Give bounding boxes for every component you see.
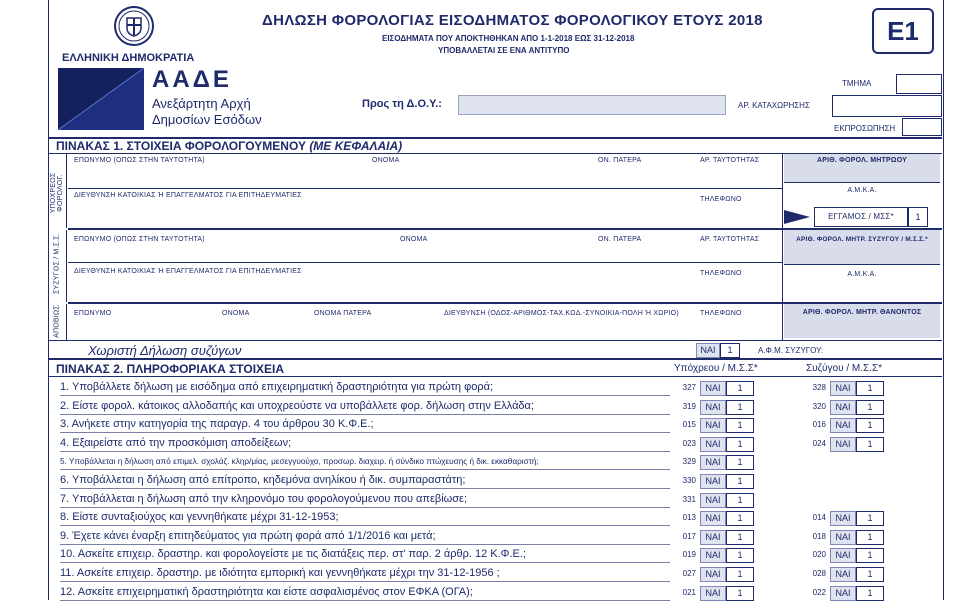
table1-title — [56, 139, 402, 153]
form-code-box — [872, 8, 934, 54]
spouse-code: 020 — [812, 550, 826, 559]
right-col-divider-3 — [782, 304, 783, 340]
spouse-value-box[interactable]: 1 — [856, 586, 884, 601]
married-arrow-icon — [784, 208, 812, 226]
spouse-code: 022 — [812, 588, 826, 597]
question-text: 9. Έχετε κάνει έναρξη επιτηδεύματος για πρώτη φορά από 1/1/2016 και μετά; — [60, 530, 436, 542]
spouse-value-box[interactable]: 1 — [856, 548, 884, 563]
obligor-value-box[interactable]: 1 — [726, 511, 754, 526]
table2-title: ΠΙΝΑΚΑΣ 2. ΠΛΗΡΟΦΟΡΙΑΚΑ ΣΤΟΙΧΕΙΑ — [56, 362, 285, 376]
question-text: 5. Υποβάλλεται η δήλωση από επιμελ. σχολάζ. κληρ/μίας, μεσεγγυούχο, προσωρ. διαχειρ. ή σύνδικο πτώχευσης ή δικ. εκκαθαριστή; — [60, 457, 539, 466]
row3-father-label: ΟΝ. ΠΑΤΕΡΑ — [598, 236, 642, 243]
question-guide-line — [60, 525, 670, 526]
spouse-nai-box[interactable]: ΝΑΙ — [830, 567, 856, 582]
question-text: 7. Υποβάλλεται η δήλωση από την κληρονόμο του φορολογούμενου που απεβίωσε; — [60, 493, 468, 505]
obligor-value-box[interactable]: 1 — [726, 586, 754, 601]
row2-phone-label: ΤΗΛΕΦΩΝΟ — [700, 196, 742, 203]
separate-declaration-value[interactable]: 1 — [720, 343, 740, 358]
amka-spouse-box[interactable] — [784, 264, 940, 303]
row4-address-label: ΔΙΕΥΘΥΝΣΗ ΚΑΤΟΙΚΙΑΣ Ή ΕΠΑΓΓΕΛΜΑΤΟΣ ΓΙΑ ΕΠΙΤΗΔΕΥΜΑΤΙΕΣ — [74, 268, 302, 275]
spouse-nai-box[interactable]: ΝΑΙ — [830, 511, 856, 526]
obligor-code: 017 — [682, 532, 696, 541]
row4-phone-label: ΤΗΛΕΦΩΝΟ — [700, 270, 742, 277]
obligor-value-box[interactable]: 1 — [726, 437, 754, 452]
table1-title-italic: (ΜΕ ΚΕΦΑΛΑΙΑ) — [309, 139, 403, 153]
row3-line — [68, 262, 782, 263]
side-label-spouse: ΣΥΖΥΓΟΣ / Μ.Σ.Σ. — [53, 233, 61, 294]
spouse-nai-box[interactable]: ΝΑΙ — [830, 381, 856, 396]
obligor-value-box[interactable]: 1 — [726, 418, 754, 433]
question-guide-line — [60, 581, 670, 582]
spouse-nai-box[interactable]: ΝΑΙ — [830, 437, 856, 452]
side-box-3 — [48, 304, 67, 340]
question-text: 2. Είστε φορολ. κάτοικος αλλοδαπής και υποχρεούστε να υποβάλλετε φορ. δήλωση στην Ελλάδα; — [60, 400, 534, 412]
obligor-nai-box[interactable]: ΝΑΙ — [700, 400, 726, 415]
spouse-code: 014 — [812, 513, 826, 522]
spouse-code: 016 — [812, 420, 826, 429]
row5-address-label: ΔΙΕΥΘΥΝΣΗ (ΟΔΟΣ-ΑΡΙΘΜΟΣ-ΤΑΧ.ΚΩΔ.-ΣΥΝΟΙΚΙΑ-ΠΟΛΗ Ή ΧΩΡΙΟ) — [444, 310, 679, 317]
question-guide-line — [60, 562, 670, 563]
row5-line — [48, 340, 942, 341]
obligor-nai-box[interactable]: ΝΑΙ — [700, 586, 726, 601]
obligor-value-box[interactable]: 1 — [726, 493, 754, 508]
question-guide-line — [60, 432, 670, 433]
side-box-2 — [48, 230, 67, 302]
obligor-code: 021 — [682, 588, 696, 597]
spouse-nai-box[interactable]: ΝΑΙ — [830, 400, 856, 415]
afm-deceased-box[interactable] — [784, 304, 940, 338]
question-guide-line — [60, 469, 670, 470]
obligor-code: 331 — [682, 495, 696, 504]
form-subtitle-1: ΕΙΣΟΔΗΜΑΤΑ ΠΟΥ ΑΠΟΚΤΗΘΗΚΑΝ ΑΠΟ 1-1-2018 ΕΩΣ 31-12-2018 — [382, 34, 635, 43]
aade-subtitle-2: Δημοσίων Εσόδων — [152, 112, 262, 127]
form-title: ΔΗΛΩΣΗ ΦΟΡΟΛΟΓΙΑΣ ΕΙΣΟΔΗΜΑΤΟΣ ΦΟΡΟΛΟΓΙΚΟΥ ΕΤΟΥΣ 2018 — [262, 12, 763, 29]
obligor-nai-box[interactable]: ΝΑΙ — [700, 455, 726, 470]
spouse-code: 018 — [812, 532, 826, 541]
aade-logo-icon — [58, 68, 144, 130]
doy-label: Προς τη Δ.Ο.Υ.: — [362, 98, 442, 110]
spouse-code: 024 — [812, 439, 826, 448]
aade-title: ΑΑΔΕ — [152, 66, 232, 93]
table1-title-text: ΠΙΝΑΚΑΣ 1. ΣΤΟΙΧΕΙΑ ΦΟΡΟΛΟΓΟΥΜΕΝΟΥ — [56, 139, 306, 153]
amka-obligor-box[interactable] — [784, 182, 940, 205]
obligor-nai-box[interactable]: ΝΑΙ — [700, 567, 726, 582]
spouse-value-box[interactable]: 1 — [856, 418, 884, 433]
spouse-value-box[interactable]: 1 — [856, 381, 884, 396]
obligor-code: 330 — [682, 476, 696, 485]
row5-surname-label: ΕΠΩΝΥΜΟ — [74, 310, 112, 317]
afm-spouse-label: ΑΡΙΘ. ΦΟΡΟΛ. ΜΗΤΡ. ΣΥΖΥΓΟΥ / Μ.Σ.Σ.* — [796, 236, 928, 243]
obligor-value-box[interactable]: 1 — [726, 455, 754, 470]
spouse-code: 320 — [812, 402, 826, 411]
obligor-nai-box[interactable]: ΝΑΙ — [700, 548, 726, 563]
question-guide-line — [60, 414, 670, 415]
spouse-value-box[interactable]: 1 — [856, 400, 884, 415]
married-label: ΕΓΓΑΜΟΣ / ΜΣΣ* — [828, 212, 894, 221]
tmima-field[interactable] — [896, 74, 942, 94]
obligor-value-box[interactable]: 1 — [726, 474, 754, 489]
question-text: 10. Ασκείτε επιχειρ. δραστηρ. και φορολογείστε με τις διατάξεις περ. στ' παρ. 2 άρθρ. 12 Κ.Φ.Ε.; — [60, 548, 526, 560]
obligor-value-box[interactable]: 1 — [726, 548, 754, 563]
row1-name-label: ΟΝΟΜΑ — [372, 157, 400, 164]
amka-obligor-label: Α.Μ.Κ.Α. — [847, 187, 877, 194]
obligor-code: 013 — [682, 513, 696, 522]
question-guide-line — [60, 488, 670, 489]
question-text: 12. Ασκείτε επιχειρηματική δραστηριότητα και είστε ασφαλισμένος στον ΕΦΚΑ (ΟΓΑ); — [60, 586, 473, 598]
ekprosopisi-label: ΕΚΠΡΟΣΩΠΗΣΗ — [834, 124, 896, 133]
row5-father-label: ΟΝΟΜΑ ΠΑΤΕΡΑ — [314, 310, 372, 317]
question-text: 4. Εξαιρείστε από την προσκόμιση αποδείξεων; — [60, 437, 292, 449]
row1-father-label: ΟΝ. ΠΑΤΕΡΑ — [598, 157, 642, 164]
col-spouse-header: Συζύγου / Μ.Σ.Σ* — [806, 363, 883, 374]
afm-spouse-box[interactable] — [784, 230, 940, 264]
question-guide-line — [60, 544, 670, 545]
row2-address-label: ΔΙΕΥΘΥΝΣΗ ΚΑΤΟΙΚΙΑΣ Ή ΕΠΑΓΓΕΛΜΑΤΟΣ ΓΙΑ ΕΠΙΤΗΔΕΥΜΑΤΙΕΣ — [74, 192, 302, 199]
obligor-value-box[interactable]: 1 — [726, 530, 754, 545]
question-guide-line — [60, 451, 670, 452]
col-obligor-header: Υπόχρεου / Μ.Σ.Σ* — [674, 363, 758, 374]
table2-title-underline — [48, 376, 942, 377]
side-box-1 — [48, 154, 67, 228]
row1-line — [68, 188, 782, 189]
spouse-value-box[interactable]: 1 — [856, 530, 884, 545]
row5-name-label: ΟΝΟΜΑ — [222, 310, 250, 317]
obligor-value-box[interactable]: 1 — [726, 381, 754, 396]
afm-obligor-box[interactable] — [784, 154, 940, 182]
question-text: 11. Ασκείτε επιχειρ. δραστηρ. με ιδιότητα εμπορική και γεννηθήκατε μέχρι την 31-12-1956 ; — [60, 567, 500, 579]
obligor-code: 023 — [682, 439, 696, 448]
ekprosopisi-field[interactable] — [902, 118, 942, 136]
ar-kataxorisis-field[interactable] — [832, 95, 942, 117]
row3-surname-label: ΕΠΩΝΥΜΟ (ΟΠΩΣ ΣΤΗΝ ΤΑΥΤΟΤΗΤΑ) — [74, 236, 205, 243]
obligor-value-box[interactable]: 1 — [726, 400, 754, 415]
married-value[interactable]: 1 — [908, 207, 928, 227]
question-text: 8. Είστε συνταξιούχος και γεννηθήκατε μέχρι 31-12-1953; — [60, 511, 339, 523]
obligor-value-box[interactable]: 1 — [726, 567, 754, 582]
spouse-code: 028 — [812, 569, 826, 578]
obligor-code: 327 — [682, 383, 696, 392]
separate-declaration-nai[interactable]: ΝΑΙ — [696, 343, 720, 358]
republic-label: ΕΛΛΗΝΙΚΗ ΔΗΜΟΚΡΑΤΙΑ — [62, 52, 195, 64]
question-text: 3. Ανήκετε στην κατηγορία της παραγρ. 4 του άρθρου 30 Κ.Φ.Ε.; — [60, 418, 374, 430]
spouse-code: 328 — [812, 383, 826, 392]
row3-id-label: ΑΡ. ΤΑΥΤΟΤΗΤΑΣ — [700, 236, 760, 243]
row5-phone-label: ΤΗΛΕΦΩΝΟ — [700, 310, 742, 317]
tmima-label: ΤΜΗΜΑ — [842, 79, 872, 88]
question-text: 1. Υποβάλλετε δήλωση με εισόδημα από επιχειρηματική δραστηριότητα για πρώτη φορά; — [60, 381, 494, 393]
right-col-divider-1 — [782, 154, 783, 228]
married-label-box — [814, 207, 908, 227]
obligor-code: 319 — [682, 402, 696, 411]
spouse-nai-box[interactable]: ΝΑΙ — [830, 418, 856, 433]
separate-declaration-label: Χωριστή Δήλωση συζύγων — [88, 343, 242, 358]
question-guide-line — [60, 507, 670, 508]
row1-id-label: ΑΡ. ΤΑΥΤΟΤΗΤΑΣ — [700, 157, 760, 164]
spouse-nai-box[interactable]: ΝΑΙ — [830, 548, 856, 563]
row1-surname-label: ΕΠΩΝΥΜΟ (ΟΠΩΣ ΣΤΗΝ ΤΑΥΤΟΤΗΤΑ) — [74, 157, 205, 164]
aade-subtitle-1: Ανεξάρτητη Αρχή — [152, 96, 251, 111]
spouse-value-box[interactable]: 1 — [856, 511, 884, 526]
obligor-code: 019 — [682, 550, 696, 559]
obligor-nai-box[interactable]: ΝΑΙ — [700, 418, 726, 433]
spouse-nai-box[interactable]: ΝΑΙ — [830, 530, 856, 545]
amka-spouse-label: Α.Μ.Κ.Α. — [847, 271, 877, 278]
obligor-nai-box[interactable]: ΝΑΙ — [700, 437, 726, 452]
obligor-code: 027 — [682, 569, 696, 578]
side-label-deceased: ΑΠΟΒΙΩΣ — [53, 305, 61, 338]
row3-name-label: ΟΝΟΜΑ — [400, 236, 428, 243]
form-code: Ε1 — [887, 16, 919, 46]
spouse-value-box[interactable]: 1 — [856, 567, 884, 582]
ar-kataxorisis-label: ΑΡ. ΚΑΤΑΧΩΡΗΣΗΣ — [738, 101, 810, 110]
emblem-icon — [112, 4, 156, 48]
question-text: 6. Υποβάλλεται η δήλωση από επίτροπο, κηδεμόνα ανηλίκου ή δικ. συμπαραστάτη; — [60, 474, 466, 486]
obligor-code: 015 — [682, 420, 696, 429]
side-label-obligor: ΥΠΟΧΡΕΟΣ ΦΟΡΟΛΟΓ. — [50, 172, 64, 214]
spouse-nai-box[interactable]: ΝΑΙ — [830, 586, 856, 601]
doy-field[interactable] — [458, 95, 726, 115]
obligor-code: 329 — [682, 457, 696, 466]
obligor-nai-box[interactable]: ΝΑΙ — [700, 511, 726, 526]
afm-deceased-label: ΑΡΙΘ. ΦΟΡΟΛ. ΜΗΤΡ. ΘΑΝΟΝΤΟΣ — [802, 309, 922, 316]
form-subtitle-2: ΥΠΟΒΑΛΛΕΤΑΙ ΣΕ ΕΝΑ ΑΝΤΙΤΥΠΟ — [438, 46, 570, 55]
right-col-divider-2 — [782, 230, 783, 302]
spouse-value-box[interactable]: 1 — [856, 437, 884, 452]
question-guide-line — [60, 395, 670, 396]
obligor-nai-box[interactable]: ΝΑΙ — [700, 381, 726, 396]
separate-line — [48, 358, 942, 360]
obligor-nai-box[interactable]: ΝΑΙ — [700, 493, 726, 508]
afm-obligor-label: ΑΡΙΘ. ΦΟΡΟΛ. ΜΗΤΡΩΟΥ — [816, 157, 908, 164]
spouse-afm-label: Α.Φ.Μ. ΣΥΖΥΓΟΥ: — [758, 346, 824, 355]
obligor-nai-box[interactable]: ΝΑΙ — [700, 530, 726, 545]
obligor-nai-box[interactable]: ΝΑΙ — [700, 474, 726, 489]
